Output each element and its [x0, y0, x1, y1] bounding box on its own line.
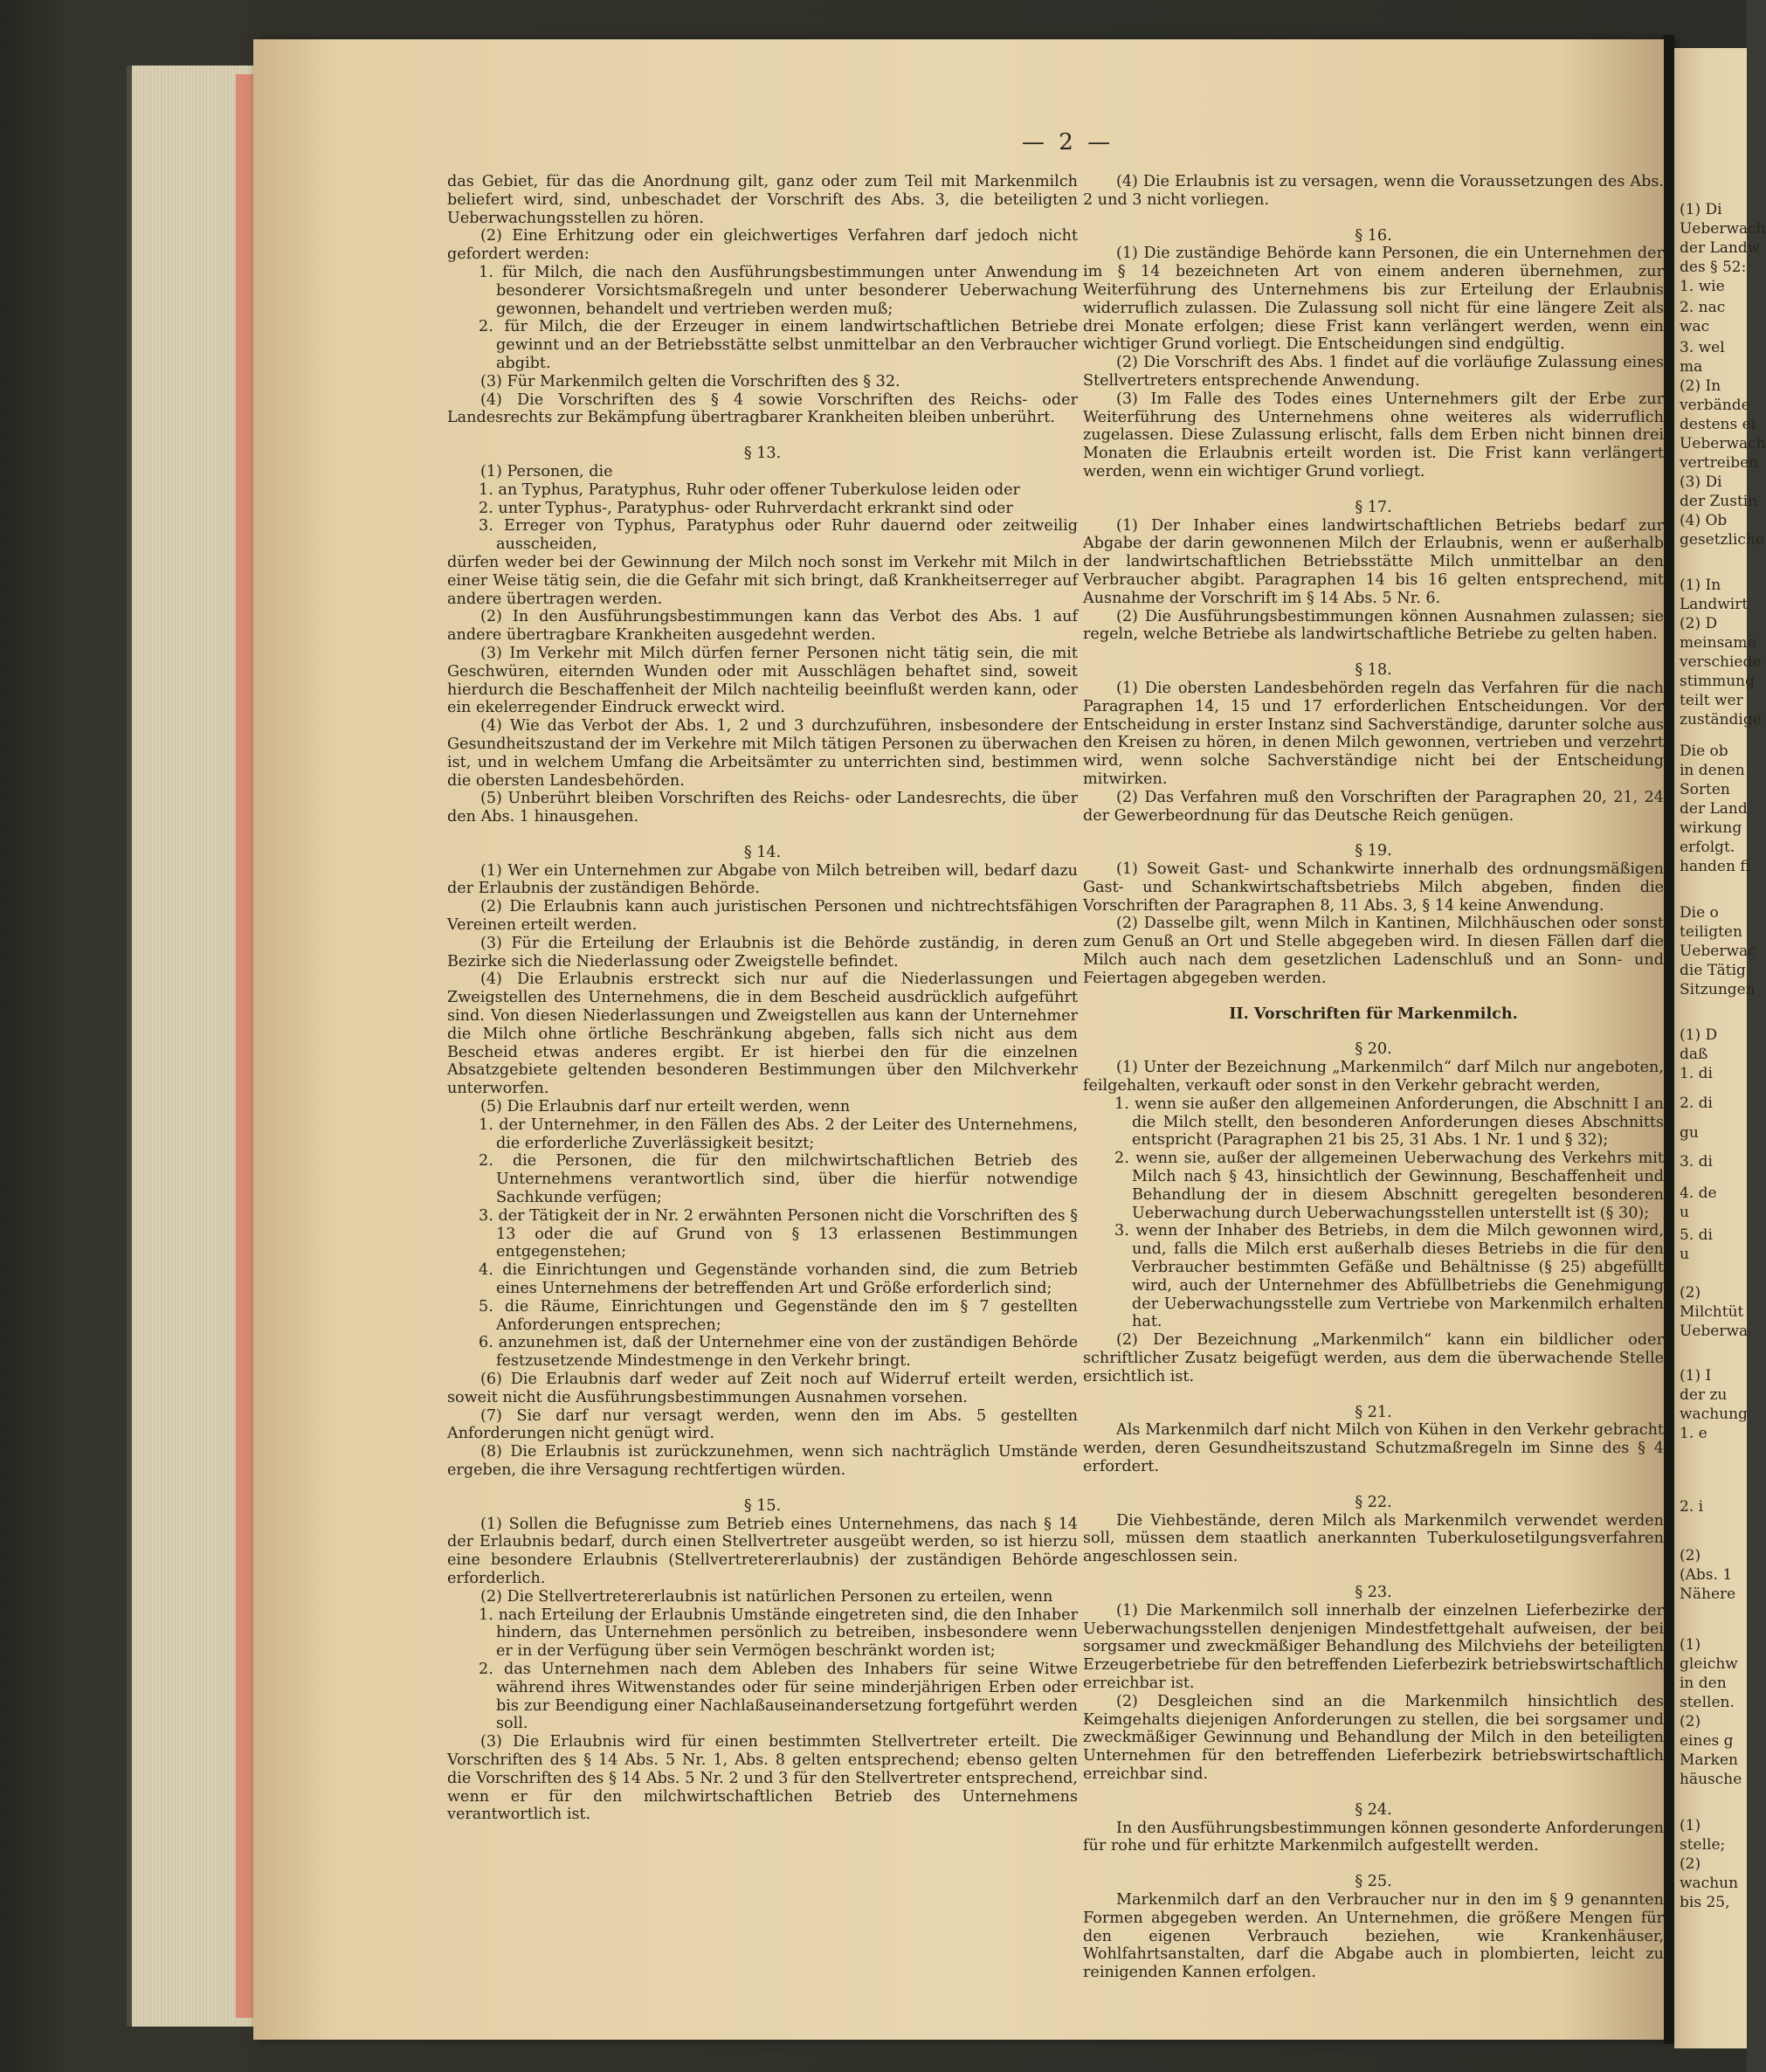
adjacent-page-text: meinsame — [1680, 634, 1756, 652]
page-number: — 2 — — [1022, 129, 1114, 155]
adjacent-page-text: (1) Di — [1680, 201, 1722, 218]
adjacent-page-text: teilt wer — [1680, 692, 1743, 709]
adjacent-page-text: gesetzliche — [1680, 531, 1764, 549]
adjacent-page-text: (2) D — [1680, 615, 1718, 632]
list-item: 5. die Räume, Einrichtungen und Gegenstände den im § 7 gestellten Anforderungen entsprechen; — [479, 1297, 1078, 1334]
adjacent-page-text: destens ei — [1680, 416, 1756, 433]
adjacent-page-text: eines g — [1680, 1732, 1734, 1750]
adjacent-page-text: daß — [1680, 1046, 1708, 1063]
adjacent-page-text: gleichw — [1680, 1655, 1738, 1673]
adjacent-page-text: u — [1680, 1204, 1689, 1221]
list-item: 1. der Unternehmer, in den Fällen des Abs. 2 der Leiter des Unternehmens, die erforderliche Zuverlässigkeit besitzt; — [479, 1115, 1078, 1152]
section-heading: § 15. — [743, 1496, 782, 1515]
book-gutter — [1664, 35, 1674, 2044]
adjacent-page-text: stellen. — [1680, 1694, 1735, 1711]
adjacent-page-text: (2) — [1680, 1284, 1701, 1302]
adjacent-page-text: wac — [1680, 318, 1710, 335]
section-heading: § 24. — [1355, 1800, 1392, 1819]
section-heading: § 18. — [1355, 661, 1392, 680]
adjacent-page-text: gu — [1680, 1124, 1699, 1142]
paragraph: (1) Die obersten Landesbehörden regeln das Verfahren für die nach Paragraphen 14, 15 und 17 erforderlichen Entscheidungen. Vor der Entscheidung in erster Instanz sind Sachverständige, darunter solche aus den Kreisen zu hören, in denen Milch gewonnen, vertrieben und verzehrt wird, wenn solche Sachverständige nicht bei der Entscheidung mitwirken. — [1083, 679, 1664, 788]
adjacent-page-text: 4. de — [1680, 1184, 1717, 1202]
paragraph: (2) In den Ausführungsbestimmungen kann das Verbot des Abs. 1 auf andere übertragbare Krankheiten ausgedehnt werden. — [447, 608, 1078, 645]
adjacent-page-text: die Tätig — [1680, 962, 1746, 979]
section-heading: § 16. — [1355, 226, 1392, 245]
adjacent-page-fragment — [1674, 48, 1766, 2048]
section-heading: § 23. — [1355, 1583, 1392, 1601]
adjacent-page-text: der Landw — [1680, 239, 1761, 257]
adjacent-page-text: Die ob — [1680, 742, 1728, 760]
list-item: 1. an Typhus, Paratyphus, Ruhr oder offener Tuberkulose leiden oder — [479, 480, 1020, 499]
section-heading: § 21. — [1355, 1403, 1392, 1421]
adjacent-page-text: (2) — [1680, 1855, 1701, 1873]
adjacent-page-text: Die o — [1680, 904, 1719, 922]
paragraph: das Gebiet, für das die Anordnung gilt, ganz oder zum Teil mit Markenmilch beliefert wird, sind, unbeschadet der Vorschrift des Abs. 3, die beteiligten Ueberwachungsstellen zu hören. — [447, 173, 1078, 227]
adjacent-page-text: des § 52: — [1680, 259, 1747, 276]
paragraph: (1) Personen, die — [480, 462, 613, 480]
adjacent-page-text: wirkung — [1680, 819, 1742, 837]
paragraph: (3) Im Verkehr mit Milch dürfen ferner Personen nicht tätig sein, die mit Geschwüren, eiternden Wunden oder mit Ausschlägen behaftet sind, soweit hierdurch die Beschaffenheit der Milch nachteilig beeinflußt werden kann, oder ein ekelerregender Eindruck erweckt wird. — [447, 644, 1078, 717]
adjacent-page-text: 3. di — [1680, 1153, 1713, 1171]
list-item: 2. die Personen, die für den milchwirtschaftlichen Betrieb des Unternehmens verantwortlich sind, über die hierfür notwendige Sachkunde verfügen; — [479, 1152, 1078, 1207]
adjacent-page-text: (2) — [1680, 1713, 1701, 1730]
adjacent-page-text: (2) — [1680, 1547, 1701, 1564]
paragraph: (1) Die Markenmilch soll innerhalb der einzelnen Lieferbezirke der Ueberwachungsstellen denjenigen Mindestfettgehalt aufweisen, der bei sorgsamer und zweckmäßiger Behandlung des Milchviehs der beteiligten Erzeugerbetriebe für den betreffenden Lieferbezirk betriebswirtschaftlich erreichbar ist. — [1083, 1601, 1664, 1692]
paragraph: (2) Die Stellvertretererlaubnis ist natürlichen Personen zu erteilen, wenn — [480, 1587, 1053, 1606]
adjacent-page-text: (3) Di — [1680, 473, 1722, 491]
adjacent-page-text: (Abs. 1 — [1680, 1566, 1733, 1584]
adjacent-page-text: der Zustin — [1680, 493, 1758, 510]
paragraph: (1) Sollen die Befugnisse zum Betrieb eines Unternehmens, das nach § 14 der Erlaubnis bedarf, durch einen Stellvertreter ausgeübt werden, so ist hierzu eine besondere Erlaubnis (Stellvertretererlaubnis) der zuständigen Behörde erforderlich. — [447, 1515, 1078, 1587]
adjacent-page-text: 2. di — [1680, 1095, 1713, 1112]
paragraph: Als Markenmilch darf nicht Milch von Kühen in den Verkehr gebracht werden, deren Gesundheitszustand Schutzmaßregeln im Sinne des § 4 erfordert. — [1083, 1421, 1664, 1475]
adjacent-page-text: (1) — [1680, 1636, 1701, 1654]
list-item: 3. wenn der Inhaber des Betriebs, in dem die Milch gewonnen wird, und, falls die Milch erst außerhalb dieses Betriebs in die für den Verbraucher bestimmten Gefäße und Behältnisse (§ 25) abgefüllt wird, auch der Unternehmer des Abfüllbetriebs die Genehmigung der Ueberwachungsstelle zum Vertriebe von Markenmilch erhalten hat. — [1114, 1222, 1664, 1331]
adjacent-page-text: verbände — [1680, 397, 1750, 414]
section-heading: § 14. — [743, 843, 782, 861]
book-red-edge — [236, 74, 255, 2018]
adjacent-page-text: wachun — [1680, 1875, 1739, 1892]
adjacent-page-text: Milchtüt — [1680, 1303, 1744, 1321]
adjacent-page-text: 5. di — [1680, 1226, 1713, 1244]
paragraph: (4) Wie das Verbot der Abs. 1, 2 und 3 durchzuführen, insbesondere der Gesundheitszustand der im Verkehre mit Milch tätigen Personen zu überwachen ist, und in welchem Umfang die Arbeitsämter zu unterrichten sind, bestimmen die obersten Landesbehörden. — [447, 717, 1078, 790]
adjacent-page-text: vertreiben — [1680, 454, 1759, 472]
adjacent-page-text: (1) I — [1680, 1367, 1712, 1385]
section-heading: § 25. — [1355, 1873, 1392, 1891]
adjacent-page-text: u — [1680, 1246, 1689, 1263]
adjacent-page-text: stelle; — [1680, 1836, 1726, 1854]
paragraph: (4) Die Vorschriften des § 4 sowie Vorschriften des Reichs- oder Landesrechts zur Bekämpfung übertragbarer Krankheiten bleiben unberührt. — [447, 390, 1078, 427]
adjacent-page-text: der Land — [1680, 800, 1748, 818]
adjacent-page-text: Nähere — [1680, 1585, 1736, 1603]
adjacent-page-text: zuständige — [1680, 711, 1762, 729]
paragraph: (2) Die Erlaubnis kann auch juristischen Personen und nichtrechtsfähigen Vereinen erteilt werden. — [447, 898, 1078, 935]
adjacent-page-text: wachung — [1680, 1406, 1748, 1423]
list-item: 2. das Unternehmen nach dem Ableben des Inhabers für seine Witwe während ihres Witwenstandes oder für seine minderjährigen Erben oder bis zur Beendigung einer Nachlaßauseinandersetzung fortgeführt werden soll. — [479, 1660, 1078, 1733]
adjacent-page-text: (4) Ob — [1680, 512, 1728, 529]
paragraph: dürfen weder bei der Gewinnung der Milch noch sonst im Verkehr mit Milch in einer Weise tätig sein, die die Gefahr mit sich bringt, daß Krankheitserreger auf andere übertragen werden. — [447, 553, 1078, 608]
adjacent-page-text: der zu — [1680, 1386, 1728, 1404]
section-heading: § 19. — [1355, 842, 1392, 860]
paragraph: (8) Die Erlaubnis ist zurückzunehmen, wenn sich nachträglich Umstände ergeben, die ihre Versagung rechtfertigen würden. — [447, 1443, 1078, 1479]
adjacent-page-text: ma — [1680, 358, 1703, 376]
list-item: 1. nach Erteilung der Erlaubnis Umstände eingetreten sind, die den Inhaber hindern, das Unternehmen persönlich zu betreiben, insbesondere wenn er in der Verfügung über sein Vermögen beschränkt worden ist; — [479, 1606, 1078, 1661]
paragraph: In den Ausführungsbestimmungen können gesonderte Anforderungen für rohe und für erhitzte Markenmilch aufgestellt werden. — [1083, 1819, 1664, 1855]
list-item: 1. wenn sie außer den allgemeinen Anforderungen, die Abschnitt I an die Milch stellt, den besonderen Anforderungen dieses Abschnitts entspricht (Paragraphen 21 bis 25, 31 Abs. 1 Nr. 1 und § 32); — [1114, 1095, 1664, 1150]
paragraph: (2) Dasselbe gilt, wenn Milch in Kantinen, Milchhäuschen oder sonst zum Genuß an Ort und Stelle abgegeben wird. In diesen Fällen darf die Milch auch nach dem gesetzlichen Ladenschluß und an Sonn- und Feiertagen abgegeben werden. — [1083, 915, 1664, 987]
adjacent-page-text: verschiede — [1680, 653, 1762, 671]
adjacent-page-text: Sorten — [1680, 781, 1730, 798]
adjacent-page-text: 2. nac — [1680, 299, 1726, 316]
adjacent-page-text: Sitzungen — [1680, 981, 1756, 998]
paragraph: (4) Die Erlaubnis erstreckt sich nur auf die Niederlassungen und Zweigstellen des Unternehmens, die in dem Bescheid ausdrücklich aufgeführt sind. Von diesen Niederlassungen und Zweigstellen aus kann der Unternehmer die Milch ohne örtliche Beschränkung abgeben, falls sich nicht aus dem Bescheid etwas anderes ergibt. Er ist hierbei den für die einzelnen Absatzgebiete geltenden besonderen Bestimmungen über den Milchverkehr unterworfen. — [447, 970, 1078, 1098]
adjacent-page-text: 3. wel — [1680, 339, 1725, 356]
paragraph: Die Viehbestände, deren Milch als Markenmilch verwendet werden soll, müssen dem staatlich anerkannten Tuberkulosetilgungsverfahren angeschlossen sein. — [1083, 1511, 1664, 1566]
list-item: 2. für Milch, die der Erzeuger in einem landwirtschaftlichen Betriebe gewinnt und an der Betriebsstätte selbst unmittelbar an den Verbraucher abgibt. — [479, 318, 1078, 372]
list-item: 2. wenn sie, außer der allgemeinen Ueberwachung des Verkehrs mit Milch nach § 43, hinsichtlich der Gewinnung, Beschaffenheit und Behandlung der in diesem Abschnitt geregelten besonderen Ueberwachung durch Ueberwachungsstellen unterstellt ist (§ 30); — [1114, 1150, 1664, 1222]
adjacent-page-text: teiligten — [1680, 923, 1742, 941]
paragraph: (3) Im Falle des Todes eines Unternehmers gilt der Erbe zur Weiterführung des Unternehmens ohne weiteres als widerruflich zugelassen. Diese Zulassung erlischt, falls dem Erben nicht binnen drei Monaten die Erlaubnis erteilt worden ist. Die Frist kann verlängert werden, wenn ein wichtiger Grund vorliegt. — [1083, 390, 1664, 480]
section-heading: § 20. — [1355, 1040, 1392, 1059]
list-item: 1. für Milch, die nach den Ausführungsbestimmungen unter Anwendung besonderer Vorsichtsmaßregeln und unter besonderer Ueberwachung gewonnen, behandelt und vertrieben werden muß; — [479, 263, 1078, 318]
adjacent-page-text: Marken — [1680, 1751, 1738, 1769]
paragraph: (2) Die Vorschrift des Abs. 1 findet auf die vorläufige Zulassung eines Stellvertreters entsprechende Anwendung. — [1083, 354, 1664, 390]
paragraph: (5) Die Erlaubnis darf nur erteilt werden, wenn — [480, 1098, 851, 1116]
adjacent-page-text: Ueberwach — [1680, 435, 1766, 452]
adjacent-page-text: (1) D — [1680, 1026, 1718, 1044]
paragraph: (1) Die zuständige Behörde kann Personen, die ein Unternehmen der im § 14 bezeichneten Art von einem anderen übernehmen, zur Weiterführung des Unternehmens bis zur Erteilung der Erlaubnis widerruflich zulassen. Die Zulassung soll nicht für eine längere Zeit als drei Monate erfolgen; diese Frist kann verlängert werden, wenn ein wichtiger Grund vorliegt. Die Entscheidungen sind endgültig. — [1083, 245, 1664, 354]
adjacent-page-text: Ueberwa — [1680, 1323, 1749, 1340]
adjacent-page-text: (1) — [1680, 1817, 1701, 1834]
paragraph: (2) Das Verfahren muß den Vorschriften der Paragraphen 20, 21, 24 der Gewerbeordnung für das Deutsche Reich genügen. — [1083, 788, 1664, 825]
adjacent-page-text: Ueberwac — [1680, 943, 1756, 960]
list-item: 2. unter Typhus-, Paratyphus- oder Ruhrverdacht erkrankt sind oder — [479, 499, 1013, 517]
paragraph: (2) Der Bezeichnung „Markenmilch“ kann ein bildlicher oder schriftlicher Zusatz beigefügt werden, aus dem die überwachende Stelle ersichtlich ist. — [1083, 1331, 1664, 1385]
list-item: 3. Erreger von Typhus, Paratyphus oder Ruhr dauernd oder zeitweilig ausscheiden, — [479, 517, 1078, 554]
paragraph: (4) Die Erlaubnis ist zu versagen, wenn die Voraussetzungen des Abs. 2 und 3 nicht vorliegen. — [1083, 173, 1664, 209]
adjacent-page-text: 1. e — [1680, 1425, 1707, 1442]
paragraph: (1) Unter der Bezeichnung „Markenmilch“ darf Milch nur angeboten, feilgehalten, verkauft oder sonst in den Verkehr gebracht werden, — [1083, 1059, 1664, 1095]
paragraph: Markenmilch darf an den Verbraucher nur in den im § 9 genannten Formen abgegeben werden. An Unternehmen, die größere Mengen für den eigenen Verbrauch beziehen, wie Krankenhäuser, Wohlfahrtsanstalten, darf die Abgabe auch in plombierten, leicht zu reinigenden Kannen erfolgen. — [1083, 1890, 1664, 1982]
adjacent-page-text: erfolgt. — [1680, 839, 1735, 856]
adjacent-page-text: stimmung — [1680, 673, 1756, 690]
paragraph: (5) Unberührt bleiben Vorschriften des Reichs- oder Landesrechts, die über den Abs. 1 hinausgehen. — [447, 790, 1078, 826]
list-item: 6. anzunehmen ist, daß der Unternehmer eine von der zuständigen Behörde festzusetzende Mindestmenge in den Verkehr bringt. — [479, 1334, 1078, 1371]
left-text-column — [447, 173, 1078, 1824]
paragraph: (2) Eine Erhitzung oder ein gleichwertiges Verfahren darf jedoch nicht gefordert werden: — [447, 227, 1078, 264]
paragraph: (1) Der Inhaber eines landwirtschaftlichen Betriebs bedarf zur Abgabe der darin gewonnenen Milch der Erlaubnis, wenn er außerhalb der landwirtschaftlichen Betriebsstätte Milch unmittelbar an den Verbraucher abgibt. Paragraphen 14 bis 16 gelten entsprechend, mit Ausnahme der Vorschrift im § 14 Abs. 5 Nr. 6. — [1083, 516, 1664, 607]
adjacent-page-text: handen fi — [1680, 858, 1750, 875]
adjacent-page-text: in denen — [1680, 762, 1745, 779]
paragraph: (6) Die Erlaubnis darf weder auf Zeit noch auf Widerruf erteilt werden, soweit nicht die Ausführungsbestimmungen Ausnahmen vorsehen. — [447, 1371, 1078, 1406]
paragraph: (3) Für die Erteilung der Erlaubnis ist die Behörde zuständig, in deren Bezirke sich die Niederlassung oder Zweigstelle befindet. — [447, 934, 1078, 970]
list-item: 3. der Tätigkeit der in Nr. 2 erwähnten Personen nicht die Vorschriften des § 13 oder die auf Grund von § 13 erlassenen Bestimmungen entgegenstehen; — [479, 1206, 1078, 1261]
adjacent-page-text: 1. di — [1680, 1065, 1713, 1082]
adjacent-page-text: in den — [1680, 1675, 1727, 1692]
paragraph: (3) Die Erlaubnis wird für einen bestimmten Stellvertreter erteilt. Die Vorschriften des § 14 Abs. 5 Nr. 1, Abs. 8 gelten entsprechend; ebenso gelten die Vorschriften des § 14 Abs. 5 Nr. 2 und 3 für den Stellvertreter entsprechend, wenn er für den milchwirtschaftlichen Betrieb des Unternehmens verantwortlich ist. — [447, 1733, 1078, 1824]
section-heading: § 13. — [743, 445, 782, 463]
paragraph: (7) Sie darf nur versagt werden, wenn den im Abs. 5 gestellten Anforderungen nicht genügt wird. — [447, 1406, 1078, 1443]
section-heading: § 22. — [1355, 1493, 1392, 1511]
paragraph: (3) Für Markenmilch gelten die Vorschriften des § 32. — [480, 372, 900, 390]
adjacent-page-text: (2) In — [1680, 377, 1721, 395]
paragraph: (2) Desgleichen sind an die Markenmilch hinsichtlich des Keimgehalts diejenigen Anforderungen zu stellen, die bei sorgsamer und zweckmäßiger Gewinnung und Behandlung der Milch in den beteiligten Unternehmen für den betreffenden Lieferbezirk betriebswirtschaftlich erreichbar sind. — [1083, 1692, 1664, 1783]
adjacent-page-text: Ueberwach — [1680, 220, 1766, 238]
section-heading: § 17. — [1355, 498, 1392, 516]
paragraph: (1) Wer ein Unternehmen zur Abgabe von Milch betreiben will, bedarf dazu der Erlaubnis der zuständigen Behörde. — [447, 861, 1078, 898]
adjacent-page-text: 1. wie — [1680, 278, 1725, 295]
chapter-heading: II. Vorschriften für Markenmilch. — [1229, 1004, 1518, 1023]
paragraph: (2) Die Ausführungsbestimmungen können Ausnahmen zulassen; sie regeln, welche Betriebe als landwirtschaftliche Betriebe zu gelten haben. — [1083, 607, 1664, 644]
adjacent-page-text: bis 25, — [1680, 1894, 1730, 1911]
adjacent-page-text: häusche — [1680, 1771, 1742, 1788]
adjacent-page-text: 2. i — [1680, 1498, 1704, 1516]
adjacent-page-text: Landwirt — [1680, 596, 1749, 613]
adjacent-page-text: (1) In — [1680, 577, 1721, 594]
right-text-column — [1083, 173, 1664, 1982]
paragraph: (1) Soweit Gast- und Schankwirte innerhalb des ordnungsmäßigen Gast- und Schankwirtschaftsbetriebs Milch abgeben, finden die Vorschriften der Paragraphen 8, 11 Abs. 3, § 14 keine Anwendung. — [1083, 860, 1664, 915]
list-item: 4. die Einrichtungen und Gegenstände vorhanden sind, die zum Betrieb eines Unternehmens der betreffenden Art und Größe erforderlich sind; — [479, 1261, 1078, 1298]
